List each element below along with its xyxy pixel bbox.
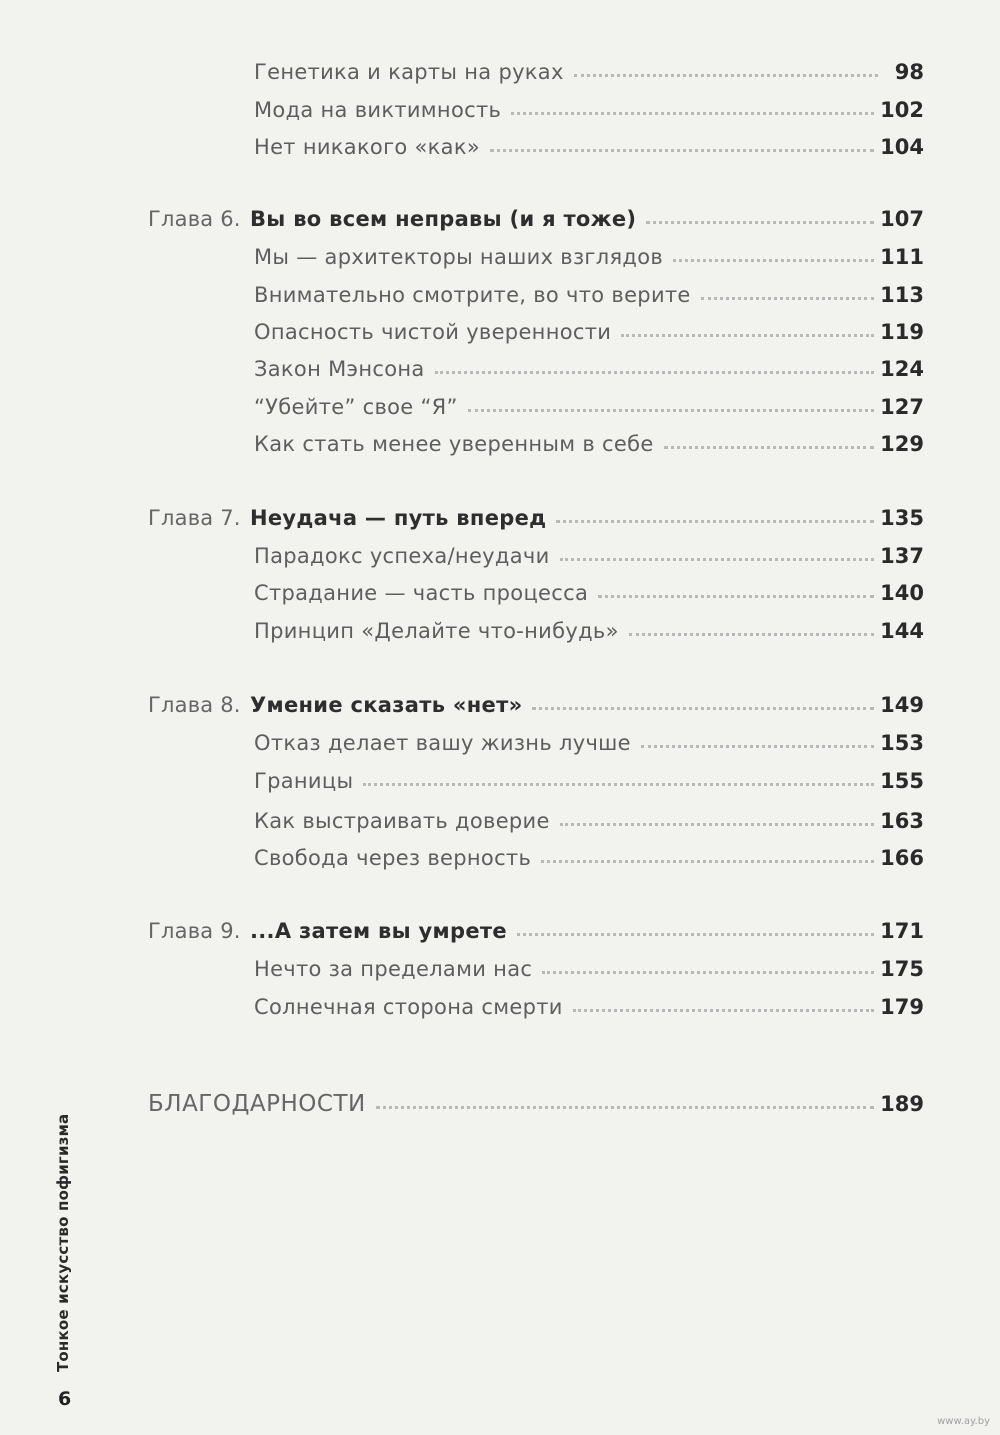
dot-leader: [468, 403, 874, 412]
toc-page-number: 119: [880, 320, 924, 344]
toc-chapter-line: [0, 498, 1000, 538]
toc-entry: [254, 723, 924, 763]
toc-backmatter-line: [0, 1084, 1000, 1124]
toc-section-line: [0, 52, 1000, 92]
section-title: Нет никакого «как»: [254, 135, 480, 159]
dot-leader: [598, 589, 874, 598]
toc-page-number: 155: [880, 769, 924, 793]
dot-leader: [560, 817, 874, 826]
section-title: Генетика и карты на руках: [254, 60, 564, 84]
dot-leader: [363, 777, 874, 786]
chapter-label: Глава 9.: [148, 919, 241, 943]
toc-entry: [254, 312, 924, 352]
toc-page-number: 135: [880, 506, 924, 530]
chapter-title: Умение сказать «нет»: [250, 693, 523, 717]
toc-page-number: 175: [880, 957, 924, 981]
toc-entry: [254, 573, 924, 613]
chapter-label: Глава 6.: [148, 207, 241, 231]
section-title: Закон Мэнсона: [254, 357, 425, 381]
toc-chapter-line: [0, 911, 1000, 951]
toc-entry: [254, 237, 924, 277]
section-title: Парадокс успеха/неудачи: [254, 544, 550, 568]
toc-entry: [254, 611, 924, 651]
toc-entry: [254, 761, 924, 801]
toc-page-number: 104: [880, 135, 924, 159]
toc-chapter-line: [0, 685, 1000, 725]
toc-page-number: 166: [880, 846, 924, 870]
toc-page-number: 179: [880, 995, 924, 1019]
toc-section-line: [0, 801, 1000, 841]
toc-page-number: 124: [880, 357, 924, 381]
running-head: Тонкое искусство пофигизма: [54, 1113, 72, 1372]
toc-page-number: 113: [880, 283, 924, 307]
page-number: 6: [58, 1388, 72, 1410]
dot-leader: [560, 552, 875, 561]
watermark: www.ay.by: [937, 1416, 990, 1427]
toc-entry: [254, 536, 924, 576]
dot-leader: [511, 106, 874, 115]
toc-section-line: [0, 275, 1000, 315]
toc-section-line: [0, 127, 1000, 167]
dot-leader: [701, 291, 875, 300]
section-title: БЛАГОДАРНОСТИ: [148, 1091, 366, 1117]
toc-page-number: 189: [880, 1092, 924, 1116]
toc-section-line: [0, 237, 1000, 277]
dot-leader: [541, 854, 874, 863]
toc-page-number: 127: [880, 395, 924, 419]
section-title: Свобода через верность: [254, 846, 532, 870]
chapter-label: Глава 8.: [148, 693, 241, 717]
toc-page-number: 111: [880, 245, 924, 269]
chapter-label: Глава 7.: [148, 506, 241, 530]
toc-page-number: 153: [880, 731, 924, 755]
toc-page-number: 98: [894, 60, 924, 84]
toc-chapter-line: [0, 199, 1000, 239]
toc-entry: [254, 52, 924, 92]
section-title: Принцип «Делайте что-нибудь»: [254, 619, 619, 643]
toc-page-number: 137: [880, 544, 924, 568]
toc-entry: [250, 498, 924, 538]
toc-entry: [254, 987, 924, 1027]
dot-leader: [517, 927, 874, 936]
toc-entry: [254, 801, 924, 841]
toc-section-line: [0, 573, 1000, 613]
dot-leader: [629, 627, 874, 636]
section-title: Отказ делает вашу жизнь лучше: [254, 731, 631, 755]
section-title: Мода на виктимность: [254, 98, 502, 122]
toc-entry: [250, 685, 924, 725]
toc-section-line: [0, 349, 1000, 389]
dot-leader: [490, 143, 874, 152]
toc-entry: [254, 949, 924, 989]
toc-entry: [254, 387, 924, 427]
section-title: Мы — архитекторы наших взглядов: [254, 245, 664, 269]
chapter-title: Неудача — путь вперед: [250, 506, 547, 530]
toc-section-line: [0, 424, 1000, 464]
toc-entry: [254, 127, 924, 167]
toc-entry: [254, 275, 924, 315]
dot-leader: [435, 365, 875, 374]
toc-page-number: 102: [880, 98, 924, 122]
toc-section-line: [0, 611, 1000, 651]
toc-page-number: 129: [880, 432, 924, 456]
dot-leader: [664, 440, 875, 449]
toc-page-number: 171: [880, 919, 924, 943]
dot-leader: [542, 965, 874, 974]
toc-page-number: 149: [880, 693, 924, 717]
dot-leader: [621, 328, 874, 337]
section-title: Границы: [254, 769, 354, 793]
toc-page-number: 144: [880, 619, 924, 643]
toc-entry: [254, 349, 924, 389]
toc-entry: [254, 424, 924, 464]
dot-leader: [573, 1003, 874, 1012]
toc-section-line: [0, 987, 1000, 1027]
section-title: Как стать менее уверенным в себе: [254, 432, 654, 456]
toc-section-line: [0, 949, 1000, 989]
dot-leader: [646, 215, 874, 224]
toc-page-number: 163: [880, 809, 924, 833]
toc-section-line: [0, 838, 1000, 878]
toc-section-line: [0, 312, 1000, 352]
section-title: Опасность чистой уверенности: [254, 320, 612, 344]
toc-entry: [254, 90, 924, 130]
toc-page-number: 107: [880, 207, 924, 231]
section-title: “Убейте” свое “Я”: [254, 395, 458, 419]
toc-section-line: [0, 723, 1000, 763]
dot-leader: [641, 739, 874, 748]
dot-leader: [673, 253, 874, 262]
toc-entry: [254, 838, 924, 878]
section-title: Нечто за пределами нас: [254, 957, 533, 981]
section-title: Солнечная сторона смерти: [254, 995, 563, 1019]
dot-leader: [532, 701, 874, 710]
toc-section-line: [0, 536, 1000, 576]
toc-section-line: [0, 761, 1000, 801]
chapter-title: ...А затем вы умрете: [250, 919, 507, 943]
toc-section-line: [0, 387, 1000, 427]
section-title: Как выстраивать доверие: [254, 809, 550, 833]
toc-entry: [148, 1084, 924, 1124]
toc-entry: [250, 911, 924, 951]
chapter-title: Вы во всем неправы (и я тоже): [250, 207, 637, 231]
section-title: Страдание — часть процесса: [254, 581, 589, 605]
dot-leader: [556, 514, 874, 523]
dot-leader: [376, 1100, 874, 1109]
section-title: Внимательно смотрите, во что верите: [254, 283, 691, 307]
dot-leader: [574, 68, 878, 77]
toc-section-line: [0, 90, 1000, 130]
toc-page-number: 140: [880, 581, 924, 605]
toc-entry: [250, 199, 924, 239]
